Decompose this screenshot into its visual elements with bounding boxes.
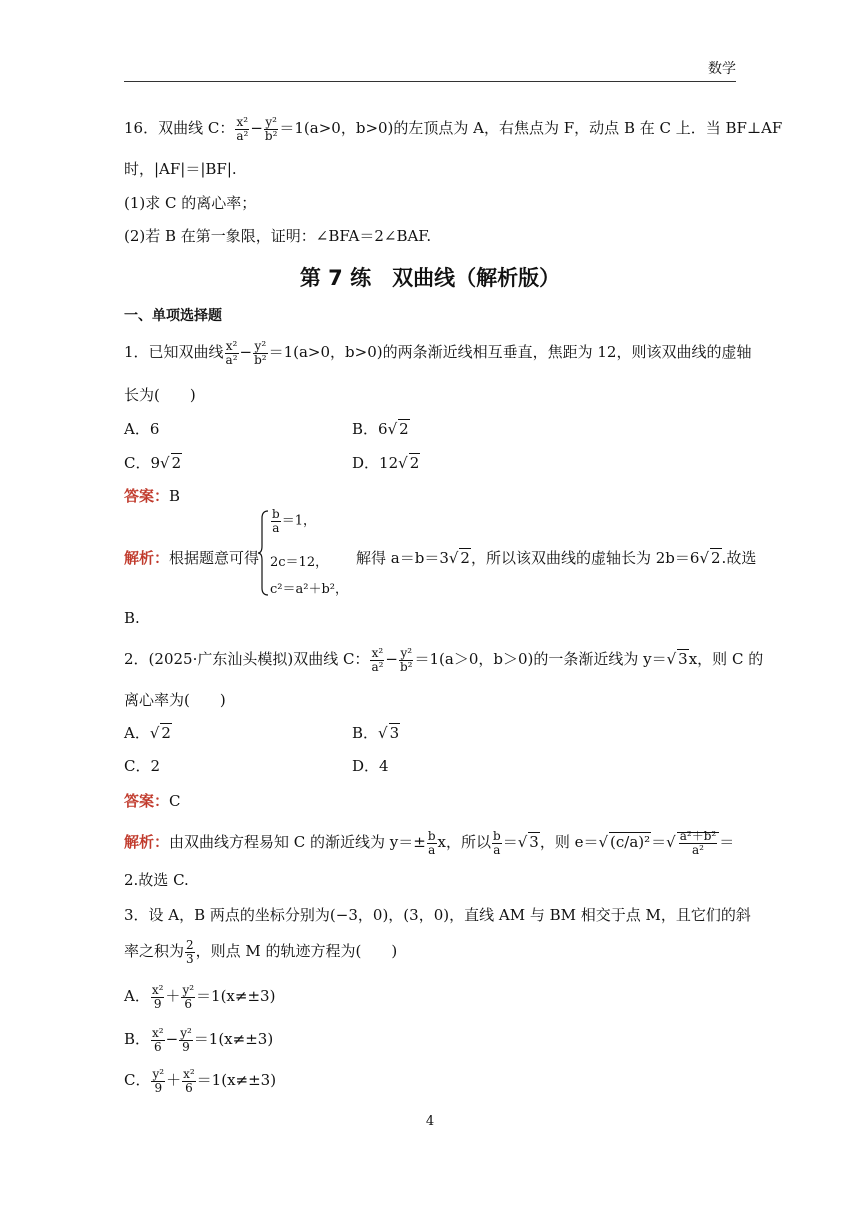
q2-answer: 答案：C [124, 792, 181, 810]
q3-option-c: C． $\frac{\text{y²}}{9}$ ＋ $\frac{\text{x²}}{6}$ ＝1(x≠±3) [124, 1067, 277, 1095]
q2-stem-cont: 离心率为( ) [124, 691, 226, 709]
q1-option-c: C．9√ 2 [124, 454, 182, 472]
q1-answer: 答案：B [124, 487, 181, 505]
q2-analysis: 解析：由双曲线方程易知 C 的渐近线为 y＝± $\frac{b}{a}$ x，所以 $\frac{b}{a}$ ＝√ 3，则 e＝√ (c/a)²＝√ $\frac{\text{a²＋b²}}{\text{a²}}$ ＝ [124, 829, 735, 857]
q16-stem-cont: 时，|AF|＝|BF|. [124, 160, 237, 178]
fraction: $\frac{b}{a}$ [427, 829, 436, 857]
fraction: $\frac{b}{a}$ [272, 507, 280, 535]
fraction: $\frac{\text{x²}}{\text{a²}}$ [225, 339, 238, 367]
fraction: $\frac{\text{y²}}{\text{b²}}$ [254, 339, 267, 367]
q2-option-c: C．2 [124, 757, 161, 775]
q1-stem-cont: 长为( ) [124, 386, 196, 404]
fraction: $\frac{b}{a}$ [493, 829, 501, 857]
q3-stem-cont: 率之积为 $\frac{2}{3}$ ，则点 M 的轨迹方程为( ) [124, 938, 398, 966]
q1-option-a: A．6 [124, 420, 160, 438]
q1-option-b: B．6√ 2 [352, 420, 409, 438]
q1-stem: 1．已知双曲线 $\frac{\text{x²}}{\text{a²}}$ − $\frac{\text{y²}}{\text{b²}}$ ＝1(a>0，b>0)的两条渐近线相互垂直，焦距为 12，则该双曲线的虚轴 [124, 339, 752, 367]
fraction: $\frac{\text{x²}}{9}$ [151, 983, 164, 1011]
q2-option-b: B．√ 3 [352, 724, 400, 742]
q3-stem: 3．设 A，B 两点的坐标分别为(−3，0)，(3，0)，直线 AM 与 BM 相交于点 M，且它们的斜 [124, 906, 751, 924]
q1-option-d: D．12√ 2 [352, 454, 420, 472]
brace-icon [258, 510, 270, 596]
system-eq-3: c²＝a²＋b²， [270, 582, 348, 597]
fraction: $\frac{2}{3}$ [186, 938, 194, 966]
q16-part2: (2)若 B 在第一象限，证明：∠BFA＝2∠BAF. [124, 227, 432, 245]
fraction: $\frac{\text{y²}}{\text{b²}}$ [399, 646, 413, 674]
q3-option-a: A． $\frac{\text{x²}}{9}$ ＋ $\frac{\text{y²}}{6}$ ＝1(x≠±3) [124, 983, 276, 1011]
fraction: $\frac{\text{y²}}{\text{b²}}$ [264, 115, 278, 143]
fraction: $\frac{\text{x²}}{\text{a²}}$ [371, 646, 384, 674]
fraction: $\frac{\text{y²}}{9}$ [180, 1026, 192, 1054]
q16-stem: 16．双曲线 C： $\frac{\text{x²}}{\text{a²}}$ − $\frac{\text{y²}}{\text{b²}}$ ＝1(a>0，b>0)的左顶点为 A，右焦点为 F，动点 B 在 C 上．当 BF⊥AF [124, 115, 783, 143]
q2-option-d: D．4 [352, 757, 389, 775]
header-rule [124, 81, 736, 82]
q2-option-a: A．√ 2 [124, 724, 171, 742]
q1-analysis-cont: 解得 a＝b＝3√ 2，所以该双曲线的虚轴长为 2b＝6√ 2.故选 [356, 549, 757, 567]
fraction: $\frac{\text{x²}}{\text{a²}}$ [236, 115, 249, 143]
q1-analysis-end: B. [124, 609, 140, 627]
fraction: $\frac{\text{y²}}{6}$ [182, 983, 195, 1011]
fraction: $\frac{\text{x²}}{6}$ [183, 1067, 195, 1095]
page-number: 4 [425, 1114, 435, 1129]
q2-stem: 2．(2025·广东汕头模拟)双曲线 C： $\frac{\text{x²}}{\text{a²}}$ − $\frac{\text{y²}}{\text{b²}}$ ＝1(a＞0，b＞0)的一条渐近线为 y＝√ 3x，则 C 的 [124, 646, 764, 674]
q2-analysis-end: 2.故选 C. [124, 871, 189, 889]
q1-analysis: 解析：根据题意可得 [124, 549, 260, 567]
system-eq-2: 2c＝12， [270, 555, 329, 570]
fraction: $\frac{\text{y²}}{9}$ [152, 1067, 165, 1095]
q3-option-b: B． $\frac{\text{x²}}{6}$ − $\frac{\text{y²}}{9}$ ＝1(x≠±3) [124, 1026, 274, 1054]
section-heading: 一、单项选择题 [124, 308, 222, 324]
system-eq-1: $\frac{b}{a}$ ＝1， [272, 507, 316, 535]
q16-part1: (1)求 C 的离心率； [124, 194, 257, 212]
fraction: $\frac{\text{x²}}{6}$ [152, 1026, 164, 1054]
subject-header: 数学 [708, 61, 736, 77]
section-title: 第 7 练 双曲线（解析版） [299, 266, 561, 290]
fraction: $\frac{\text{a²＋b²}}{\text{a²}}$ [679, 829, 717, 857]
